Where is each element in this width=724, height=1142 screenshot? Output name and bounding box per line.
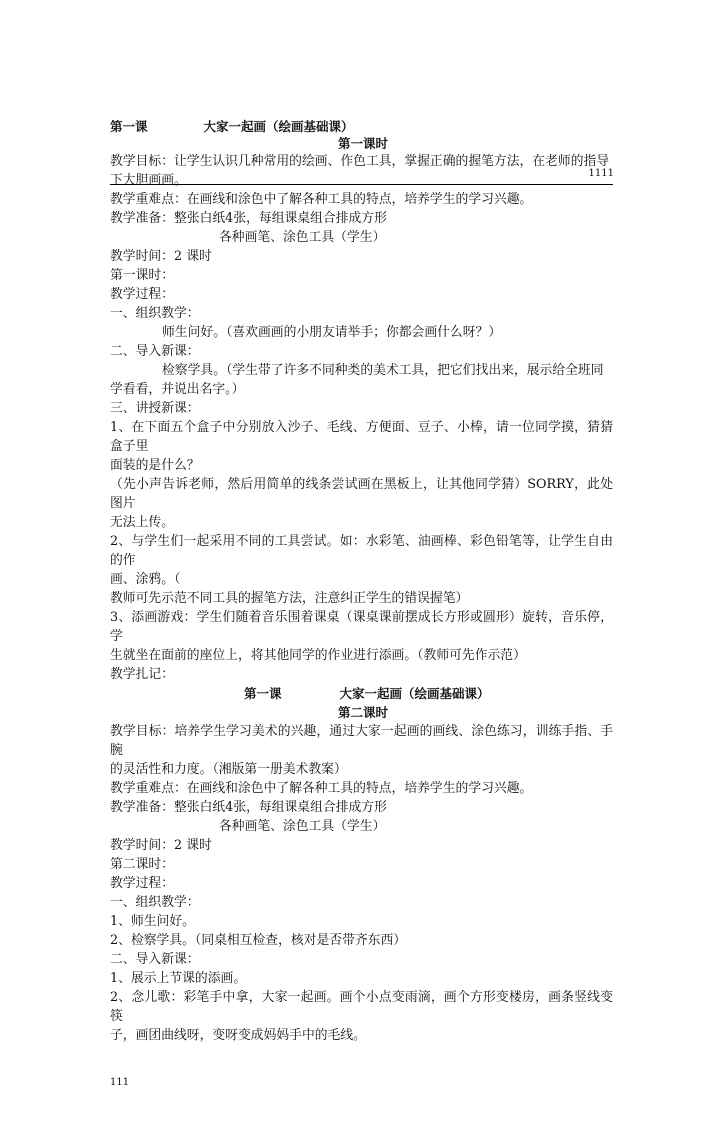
- paragraph-line: （先小声告诉老师，然后用简单的线条尝试画在黑板上，让其他同学猜）SORRY，此处图片: [110, 477, 613, 511]
- paragraph-line: 教学扎记：: [110, 667, 174, 682]
- paragraph-line: 一、组织教学：: [110, 895, 200, 910]
- paragraph-line: 第一课时：: [110, 268, 174, 283]
- paragraph-line: 无法上传。: [110, 515, 174, 530]
- paragraph-line: 1、在下面五个盒子中分别放入沙子、毛线、方便面、豆子、小棒，请一位同学摸，猜猜盒子里: [110, 420, 613, 454]
- paragraph-line: 生就坐在面前的座位上，将其他同学的作业进行添画。（教师可先作示范）: [110, 648, 526, 663]
- paragraph-line: 2、与学生们一起采用不同的工具尝试。如：水彩笔、油画棒、彩色铅笔等，让学生自由的作: [110, 534, 613, 568]
- paragraph-line: 教学目标：让学生认识几种常用的绘画、作色工具，掌握正确的握笔方法，在老师的指导: [110, 154, 610, 169]
- lesson1-title: [110, 118, 613, 135]
- lesson-name: 大家一起画（绘画基础课）: [339, 686, 490, 701]
- paragraph-line: 师生问好。（喜欢画画的小朋友请举手；你都会画什么呀？）: [162, 325, 502, 340]
- lesson-number: 第一课: [244, 686, 282, 701]
- paragraph-line: 的灵活性和力度。（湘版第一册美术教案）: [110, 762, 347, 777]
- paragraph-line: 面装的是什么？: [110, 458, 200, 473]
- paragraph-line: 二、导入新课：: [110, 952, 200, 967]
- paragraph-line: 各种画笔、涂色工具（学生）: [219, 230, 386, 245]
- paragraph-line: 下大胆画画。: [110, 173, 187, 188]
- paragraph-line: 教学时间：2 课时: [110, 249, 212, 264]
- lesson-name: 大家一起画（绘画基础课）: [203, 119, 354, 134]
- paragraph-line: 教学过程：: [110, 287, 174, 302]
- paragraph-line: 教学准备：整张白纸4张，每组课桌组合排成方形: [110, 800, 387, 815]
- paragraph-line: 画、涂鸦。（: [110, 572, 181, 587]
- paragraph-line: 教学时间：2 课时: [110, 838, 212, 853]
- paragraph-line: 三、讲授新课：: [110, 401, 200, 416]
- document-body: [110, 118, 613, 1065]
- paragraph-line: 教学重难点：在画线和涂色中了解各种工具的特点，培养学生的学习兴趣。: [110, 781, 533, 796]
- paragraph-line: 各种画笔、涂色工具（学生）: [219, 819, 386, 834]
- lesson-number: 第一课: [110, 119, 148, 134]
- paragraph-line: 教学重难点：在画线和涂色中了解各种工具的特点，培养学生的学习兴趣。: [110, 192, 533, 207]
- header-page-number: 1111: [588, 168, 614, 179]
- footer-page-number: 111: [110, 1077, 130, 1088]
- lesson2-title: [110, 684, 613, 703]
- paragraph-line: 一、组织教学：: [110, 306, 200, 321]
- paragraph-line: 学看看，并说出名字。）: [110, 382, 245, 397]
- paragraph-line: 子，画团曲线呀，变呀变成妈妈手中的毛线。: [110, 1028, 366, 1043]
- paragraph-line: 2、念儿歌：彩笔手中拿，大家一起画。画个小点变雨滴，画个方形变楼房，画条竖线变筷: [110, 990, 613, 1024]
- paragraph-line: 教学过程：: [110, 876, 174, 891]
- lesson2-subtitle: 第二课时: [338, 705, 389, 720]
- paragraph-line: 2、检察学具。（同桌相互检查，核对是否带齐东西）: [110, 933, 407, 948]
- paragraph-line: 1、师生问好。: [110, 914, 195, 929]
- paragraph-line: 二、导入新课：: [110, 344, 200, 359]
- paragraph-line: 教学准备：整张白纸4张，每组课桌组合排成方形: [110, 211, 387, 226]
- paragraph-line: 第二课时：: [110, 857, 174, 872]
- paragraph-line: 3、添画游戏：学生们随着音乐围着课桌（课桌课前摆成长方形或圆形）旋转，音乐停，学: [110, 610, 613, 644]
- paragraph-line: 检察学具。（学生带了许多不同种类的美术工具，把它们找出来，展示给全班同: [162, 363, 604, 378]
- paragraph-line: 教学目标：培养学生学习美术的兴趣，通过大家一起画的画线、涂色练习，训练手指、手腕: [110, 724, 613, 758]
- lesson1-subtitle: 第一课时: [338, 136, 389, 151]
- paragraph-line: 教师可先示范不同工具的握笔方法，注意纠正学生的错误握笔）: [110, 591, 469, 606]
- paragraph-line: 1、展示上节课的添画。: [110, 971, 247, 986]
